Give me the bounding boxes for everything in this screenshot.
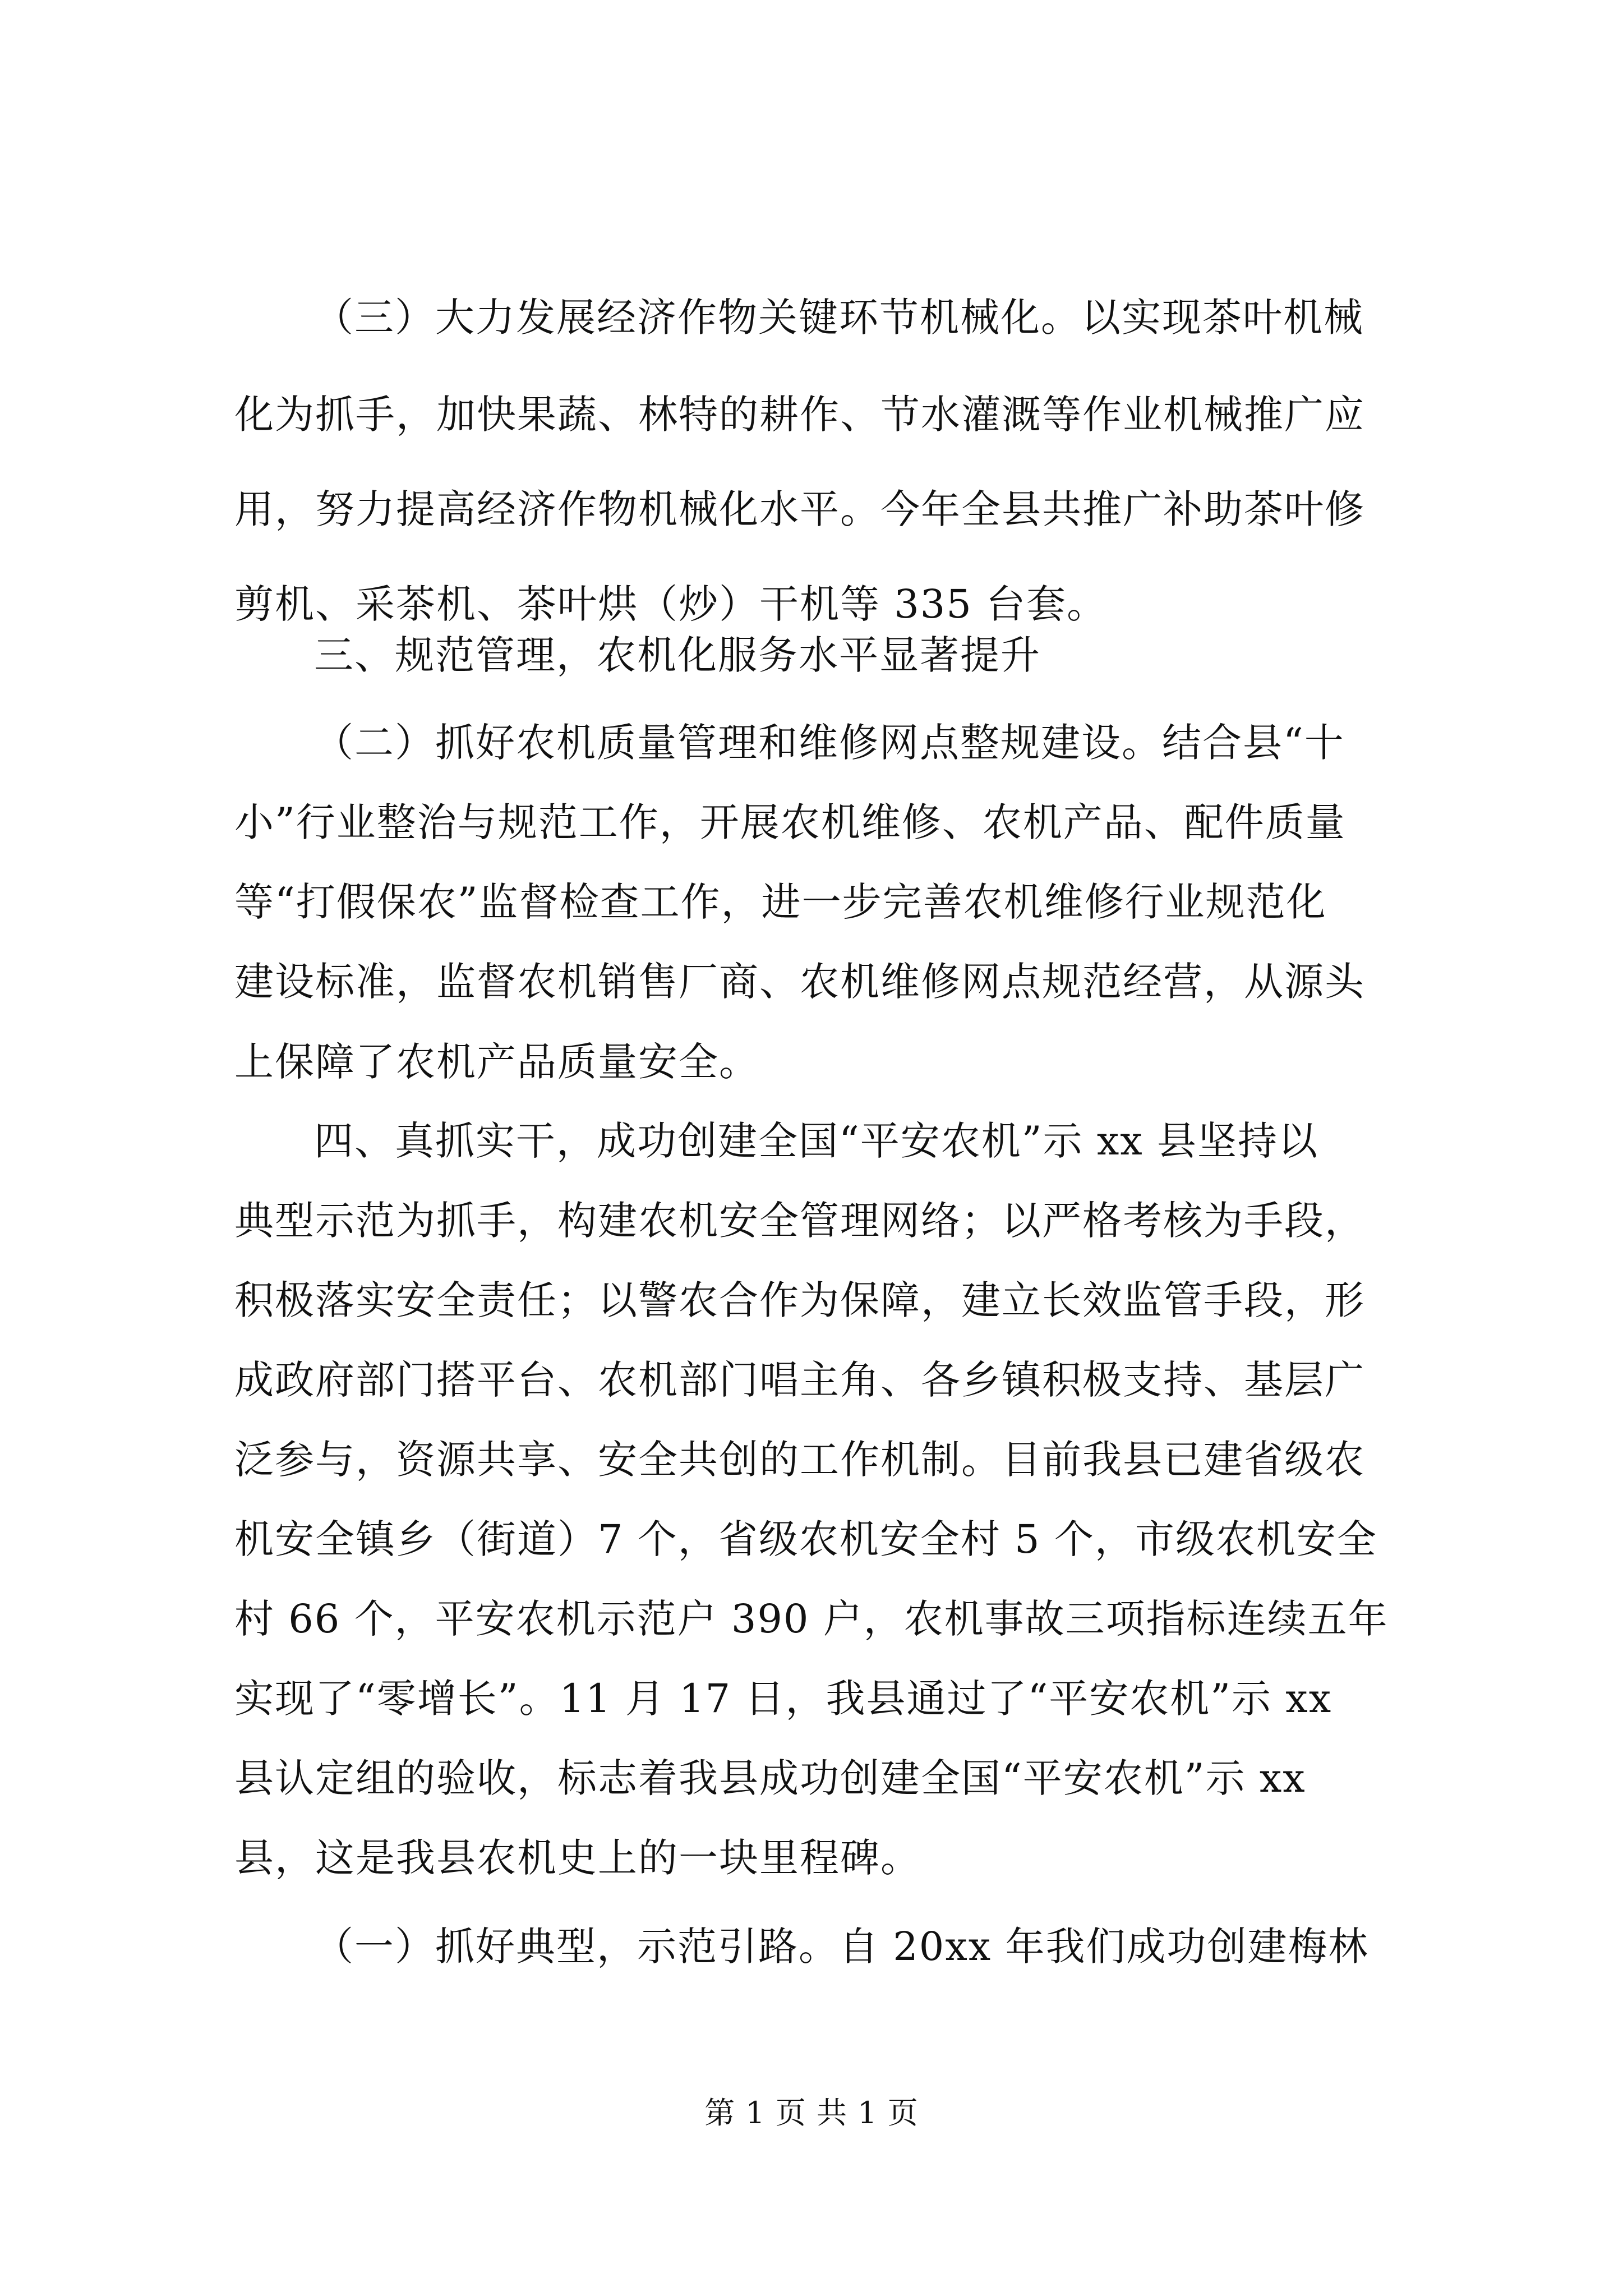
text-line: 典型示范为抓手，构建农机安全管理网络；以严格考核为手段， xyxy=(234,1198,1365,1244)
text-line: 等“打假保农”监督检查工作，进一步完善农机维修行业规范化 xyxy=(234,879,1327,925)
text-line: 四、真抓实干，成功创建全国“平安农机”示 xx 县坚持以 xyxy=(314,1118,1319,1164)
text-line: 小”行业整治与规范工作，开展农机维修、农机产品、配件质量 xyxy=(234,799,1346,845)
text-line: 成政府部门搭平台、农机部门唱主角、各乡镇积极支持、基层广 xyxy=(234,1357,1365,1403)
text-line: 用，努力提高经济作物机械化水平。今年全县共推广补助茶叶修 xyxy=(234,486,1365,532)
text-line: 泛参与，资源共享、安全共创的工作机制。目前我县已建省级农 xyxy=(234,1437,1365,1483)
text-line: （一）抓好典型，示范引路。自 20xx 年我们成功创建梅林 xyxy=(314,1924,1369,1970)
text-line: 实现了“零增长”。11 月 17 日，我县通过了“平安农机”示 xx xyxy=(234,1676,1332,1722)
text-line: 县认定组的验收，标志着我县成功创建全国“平安农机”示 xx xyxy=(234,1755,1306,1801)
text-line: 化为抓手，加快果蔬、林特的耕作、节水灌溉等作业机械推广应 xyxy=(234,392,1365,438)
text-line: 机安全镇乡（街道）7 个，省级农机安全村 5 个，市级农机安全 xyxy=(234,1516,1377,1562)
text-line: 剪机、采茶机、茶叶烘（炒）干机等 335 台套。 xyxy=(234,581,1108,627)
text-line: （二）抓好农机质量管理和维修网点整规建设。结合县“十 xyxy=(314,720,1345,766)
text-line: 村 66 个，平安农机示范户 390 户，农机事故三项指标连续五年 xyxy=(234,1596,1389,1642)
text-line: 上保障了农机产品质量安全。 xyxy=(234,1039,759,1085)
text-line: 积极落实安全责任；以警农合作为保障，建立长效监管手段，形 xyxy=(234,1277,1365,1323)
text-line: 建设标准，监督农机销售厂商、农机维修网点规范经营，从源头 xyxy=(234,959,1365,1005)
page-number-footer: 第 1 页 共 1 页 xyxy=(704,2095,919,2131)
text-line: （三）大力发展经济作物关键环节机械化。以实现茶叶机械 xyxy=(314,295,1364,341)
text-line: 县，这是我县农机史上的一块里程碑。 xyxy=(234,1835,921,1881)
section-heading: 三、规范管理，农机化服务水平显著提升 xyxy=(314,632,1041,678)
